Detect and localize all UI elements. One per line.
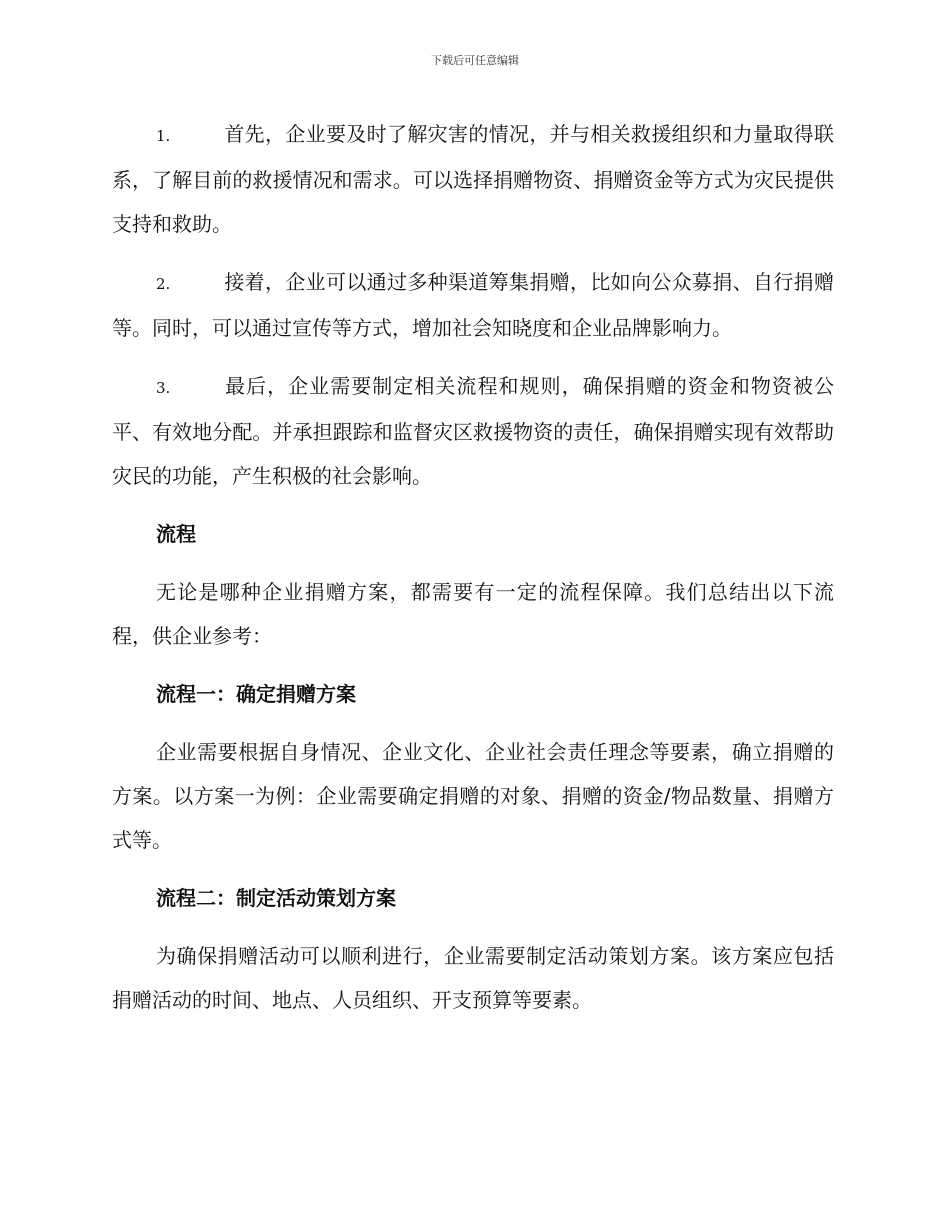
list-number: 2. (156, 275, 171, 293)
document-body (112, 112, 834, 1036)
list-item-text: 接着，企业可以通过多种渠道筹集捐赠，比如向公众募捐、自行捐赠等。同时，可以通过宣传等方式，增加社会知晓度和企业品牌影响力。 (112, 270, 834, 340)
step-1-body: 企业需要根据自身情况、企业文化、企业社会责任理念等要素，确立捐赠的方案。以方案一为例：企业需要确定捐赠的对象、捐赠的资金/物品数量、捐赠方式等。 (112, 740, 834, 852)
page-header-note: 下载后可任意编辑 (431, 54, 519, 67)
list-item-2 (112, 260, 834, 350)
step-2-body: 为确保捐赠活动可以顺利进行，企业需要制定活动策划方案。该方案应包括捐赠活动的时间、地点、人员组织、开支预算等要素。 (112, 944, 834, 1012)
section-heading: 流程 (156, 522, 196, 546)
list-item-text: 最后，企业需要制定相关流程和规则，确保捐赠的资金和物资被公平、有效地分配。并承担跟踪和监督灾区救援物资的责任，确保捐赠实现有效帮助灾民的功能，产生积极的社会影响。 (112, 374, 834, 488)
section-intro: 无论是哪种企业捐赠方案，都需要有一定的流程保障。我们总结出以下流程，供企业参考： (112, 580, 834, 648)
list-item-1 (112, 112, 834, 246)
step-1-heading: 流程一：确定捐赠方案 (156, 682, 356, 706)
step-2-heading: 流程二：制定活动策划方案 (156, 886, 396, 910)
list-item-3 (112, 364, 834, 498)
list-number: 1. (156, 127, 171, 145)
list-number: 3. (156, 379, 171, 397)
list-item-text: 首先，企业要及时了解灾害的情况，并与相关救援组织和力量取得联系，了解目前的救援情况和需求。可以选择捐赠物资、捐赠资金等方式为灾民提供支持和救助。 (112, 122, 834, 236)
